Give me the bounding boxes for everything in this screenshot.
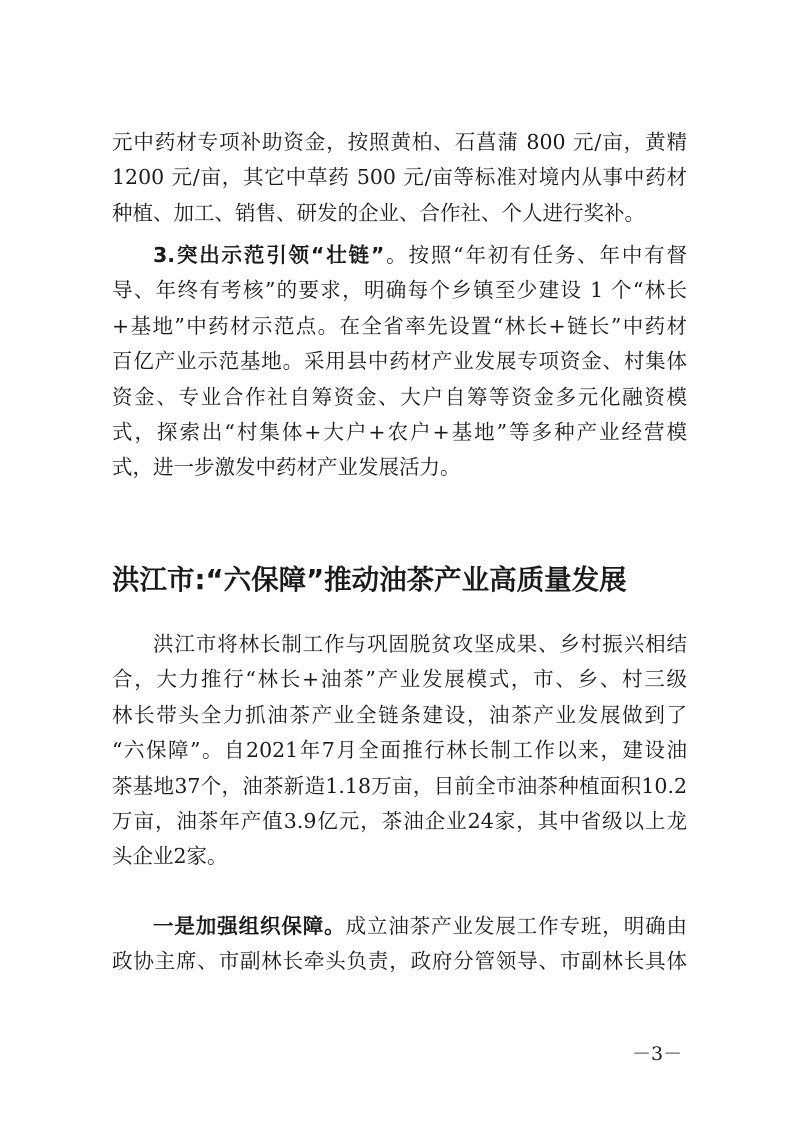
text-line: 林长带头全力抓油茶产业全链条建设，油茶产业发展做到了 [112, 702, 687, 727]
text-line: 种植、加工、销售、研发的企业、合作社、个人进行奖补。 [112, 200, 645, 225]
text-line: 头企业2家。 [112, 844, 228, 869]
paragraph-hongjiang-intro [112, 627, 687, 875]
paragraph-text: 。按照“年初有任务、年中有督 [384, 243, 687, 267]
paragraph-demonstration [112, 238, 687, 486]
text-line: “六保障”。自2021年7月全面推行林长制工作以来，建设油 [112, 738, 687, 763]
paragraph-subsidy-continued [112, 125, 687, 231]
text-line: 百亿产业示范基地。采用县中药材产业发展专项资金、村集体 [112, 349, 687, 374]
text-line: 导、年终有考核”的要求，明确每个乡镇至少建设 1 个“林长 [112, 278, 687, 303]
text-line: 资金、专业合作社自筹资金、大户自筹等资金多元化融资模 [112, 384, 687, 409]
text-line: 茶基地37个，油茶新造1.18万亩，目前全市油茶种植面积10.2 [112, 773, 687, 798]
text-line: 式，探索出“村集体+大户+农户+基地”等多种产业经营模 [112, 419, 687, 444]
text-line [112, 238, 687, 273]
text-line: 合，大力推行“林长+油茶”产业发展模式，市、乡、村三级 [112, 667, 687, 692]
text-line [112, 909, 687, 944]
section-title: 洪江市:“六保障”推动油茶产业高质量发展 [112, 564, 627, 596]
text-line: 1200 元/亩，其它中草药 500 元/亩等标准对境内从事中药材 [112, 165, 687, 190]
paragraph-heading: 3.突出示范引领“壮链” [153, 243, 385, 267]
paragraph-heading: 一是加强组织保障。 [153, 914, 346, 938]
text-line: 元中药材专项补助资金，按照黄柏、石菖蒲 800 元/亩，黄精 [112, 130, 687, 154]
paragraph-text: 成立油茶产业发展工作专班，明确由 [345, 914, 687, 938]
page-number: －3－ [632, 1043, 683, 1065]
text-line: 万亩，油茶年产值3.9亿元，茶油企业24家，其中省级以上龙 [112, 808, 687, 833]
text-line: 式，进一步激发中药材产业发展活力。 [112, 455, 461, 480]
text-line: +基地”中药材示范点。在全省率先设置“林长+链长”中药材 [112, 313, 687, 338]
paragraph-organization [112, 909, 687, 980]
text-line: 政协主席、市副林长牵头负责，政府分管领导、市副林长具体 [112, 949, 687, 974]
text-line: 洪江市将林长制工作与巩固脱贫攻坚成果、乡村振兴相结 [153, 632, 687, 656]
